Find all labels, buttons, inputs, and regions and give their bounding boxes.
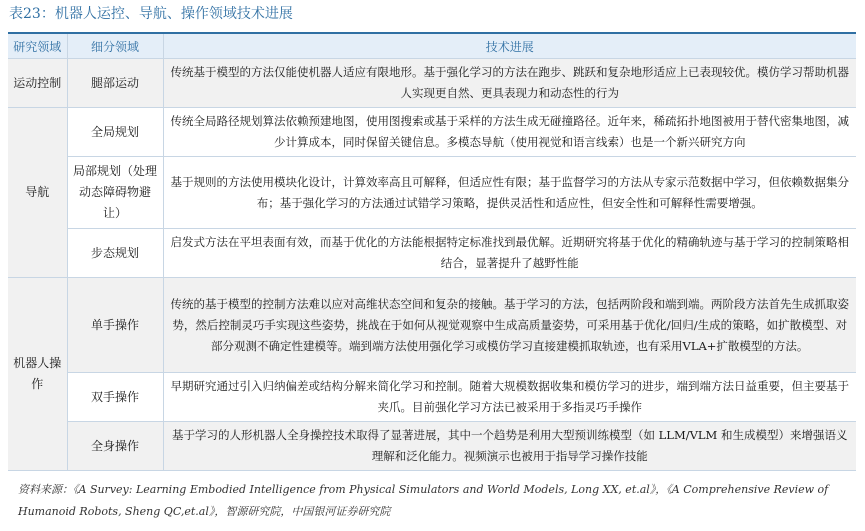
- progress-cell: 基于规则的方法使用模块化设计，计算效率高且可解释，但适应性有限；基于监督学习的方法从专家示范数据中学习，但依赖数据集分布；基于强化学习的方法通过试错学习策略，提供灵活性和适应性，但安全性和可解释性需要增强。: [163, 157, 856, 229]
- table-row: [8, 108, 856, 157]
- area-cell: 导航: [8, 108, 67, 278]
- header-sub-area: 细分领域: [67, 33, 163, 59]
- tech-progress-table: [8, 32, 856, 471]
- source-note: 资料来源：《A Survey: Learning Embodied Intelligence from Physical Simulators and World Models, Long XX, et.al》，《A Comprehensive Review of Humanoid Robots, Sheng QC,et.al》，智源研究院，中国银河证券研究院: [18, 483, 829, 518]
- progress-cell: 传统的基于模型的控制方法难以应对高维状态空间和复杂的接触。基于学习的方法，包括两阶段和端到端。两阶段方法首先生成抓取姿势，然后控制灵巧手实现这些姿势，挑战在于如何从视觉观察中生成高质量姿势，可采用基于优化/回归/生成的策略，如扩散模型、对部分观测不确定性建模等。端到端方法使用强化学习或模仿学习直接建模抓取轨迹，也有采用VLA+扩散模型的方法。: [163, 278, 856, 373]
- area-cell: 机器人操作: [8, 278, 67, 471]
- table-row: [8, 373, 856, 422]
- progress-cell: 基于学习的人形机器人全身操控技术取得了显著进展，其中一个趋势是利用大型预训练模型（如 LLM/VLM 和生成模型）来增强语义理解和泛化能力。视频演示也被用于指导学习操作技能: [163, 422, 856, 471]
- header-row: [8, 33, 856, 59]
- sub-area-cell: 局部规划（处理动态障碍物避让）: [67, 157, 163, 229]
- header-research-area: 研究领域: [8, 33, 67, 59]
- table-row: [8, 59, 856, 108]
- area-cell: 运动控制: [8, 59, 67, 108]
- sub-area-cell: 步态规划: [67, 229, 163, 278]
- sub-area-cell: 腿部运动: [67, 59, 163, 108]
- progress-cell: 传统基于模型的方法仅能使机器人适应有限地形。基于强化学习的方法在跑步、跳跃和复杂地形适应上已表现较优。模仿学习帮助机器人实现更自然、更具表现力和动态性的行为: [163, 59, 856, 108]
- sub-area-cell: 全身操作: [67, 422, 163, 471]
- table-row: [8, 229, 856, 278]
- table-row: [8, 157, 856, 229]
- progress-cell: 传统全局路径规划算法依赖预建地图，使用图搜索或基于采样的方法生成无碰撞路径。近年来，稀疏拓扑地图被用于替代密集地图，减少计算成本，同时保留关键信息。多模态导航（使用视觉和语言线索）也是一个新兴研究方向: [163, 108, 856, 157]
- sub-area-cell: 单手操作: [67, 278, 163, 373]
- table-row: [8, 422, 856, 471]
- table-row: [8, 278, 856, 373]
- table-title: 表23：机器人运控、导航、操作领域技术进展: [9, 6, 293, 22]
- header-progress: 技术进展: [163, 33, 856, 59]
- progress-cell: 启发式方法在平坦表面有效，而基于优化的方法能根据特定标准找到最优解。近期研究将基于优化的精确轨迹与基于学习的控制策略相结合，显著提升了越野性能: [163, 229, 856, 278]
- progress-cell: 早期研究通过引入归纳偏差或结构分解来简化学习和控制。随着大规模数据收集和模仿学习的进步，端到端方法日益重要，但主要基于夹爪。目前强化学习方法已被采用于多指灵巧手操作: [163, 373, 856, 422]
- sub-area-cell: 全局规划: [67, 108, 163, 157]
- sub-area-cell: 双手操作: [67, 373, 163, 422]
